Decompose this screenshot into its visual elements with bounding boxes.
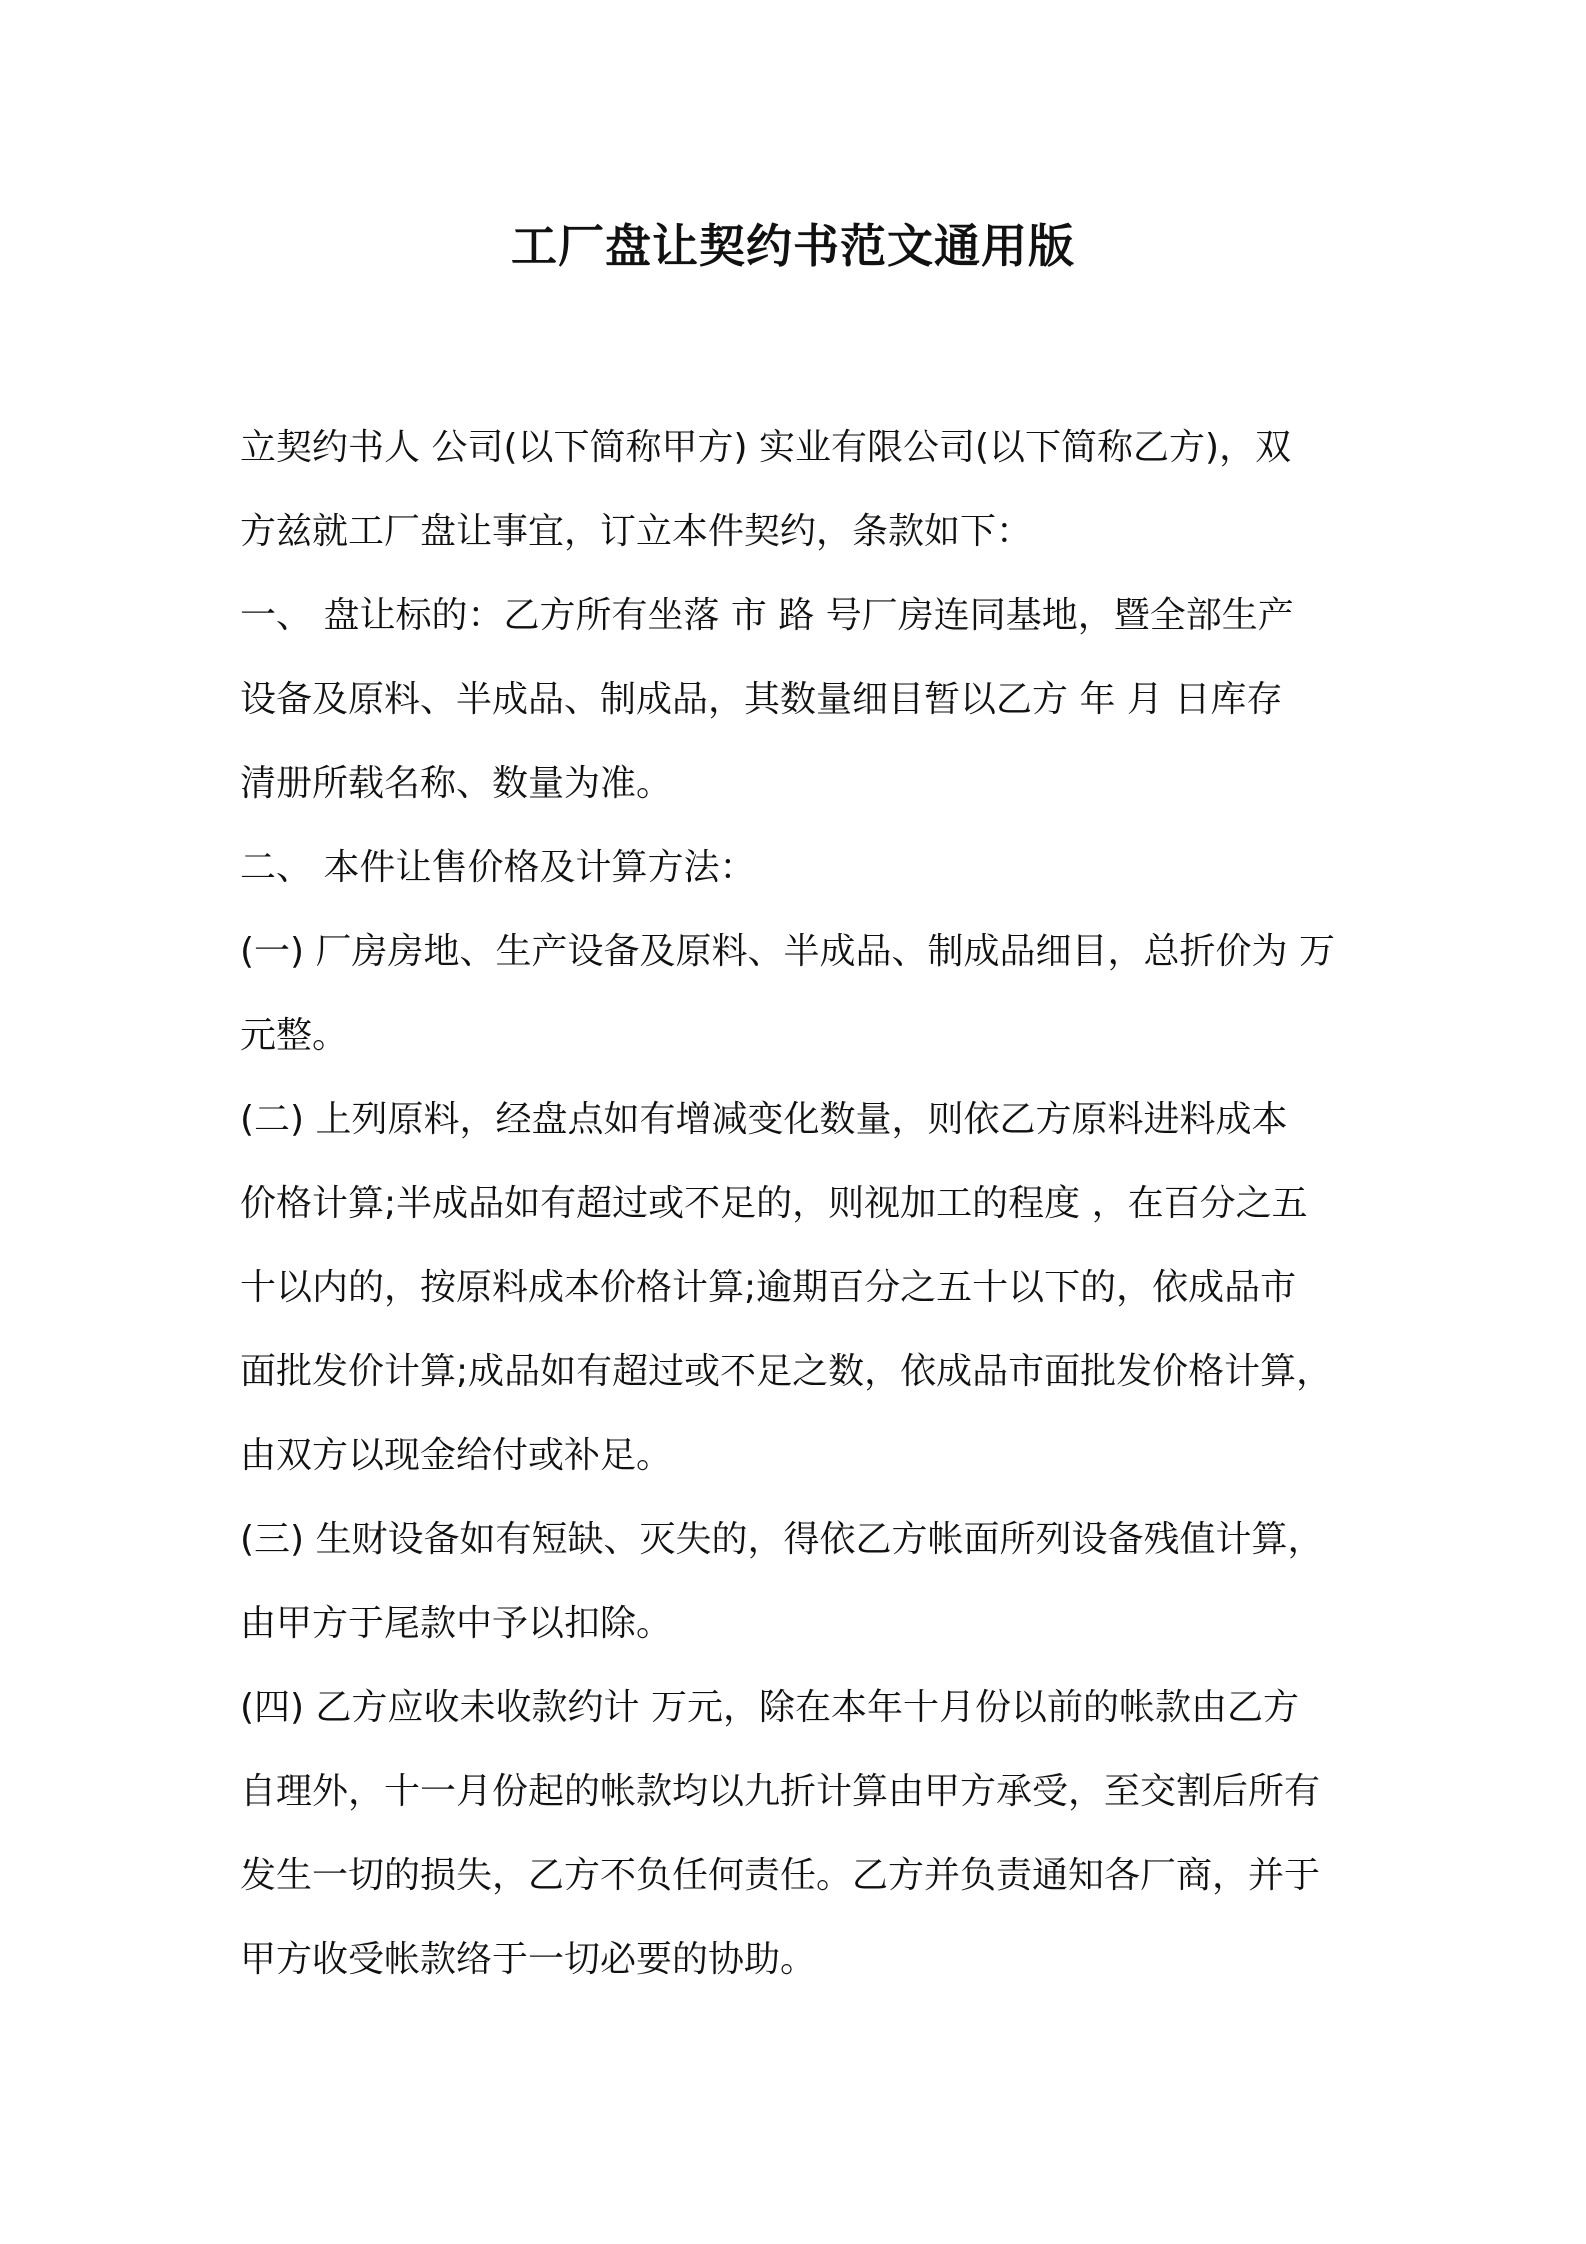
body-line: 自理外，十一月份起的帐款均以九折计算由甲方承受，至交割后所有 [240,1771,1321,1812]
body-line: 元整。 [240,1015,349,1056]
body-line: (四) 乙方应收未收款约计 万元，除在本年十月份以前的帐款由乙方 [240,1687,1299,1728]
body-line: 发生一切的损失，乙方不负任何责任。乙方并负责通知各厂商，并于 [240,1855,1321,1896]
body-line: 由双方以现金给付或补足。 [240,1435,673,1476]
body-line: 设备及原料、半成品、制成品，其数量细目暂以乙方 年 月 日库存 [240,679,1283,720]
body-line: 由甲方于尾款中予以扣除。 [240,1603,673,1644]
body-line: 甲方收受帐款络于一切必要的协助。 [240,1939,817,1980]
body-line: 面批发价计算;成品如有超过或不足之数，依成品市面批发价格计算， [240,1351,1333,1392]
body-line: (三) 生财设备如有短缺、灭失的，得依乙方帐面所列设备残值计算， [240,1519,1324,1560]
document-title: 工厂盘让契约书范文通用版 [511,219,1075,273]
body-line: 立契约书人 公司(以下简称甲方) 实业有限公司(以下简称乙方)，双 [240,427,1292,468]
body-line: (二) 上列原料，经盘点如有增减变化数量，则依乙方原料进料成本 [240,1099,1288,1140]
body-line: 方兹就工厂盘让事宜，订立本件契约，条款如下： [240,511,1033,552]
document-body [240,406,1360,2002]
body-line: (一) 厂房房地、生产设备及原料、半成品、制成品细目，总折价为 万 [240,931,1335,972]
body-line: 价格计算;半成品如有超过或不足的，则视加工的程度 ，在百分之五 [240,1183,1308,1224]
body-line: 一、 盘让标的：乙方所有坐落 市 路 号厂房连同基地，暨全部生产 [240,595,1294,636]
body-line: 十以内的，按原料成本价格计算;逾期百分之五十以下的，依成品市 [240,1267,1297,1308]
body-line: 清册所载名称、数量为准。 [240,763,673,804]
body-line: 二、 本件让售价格及计算方法： [240,847,756,888]
